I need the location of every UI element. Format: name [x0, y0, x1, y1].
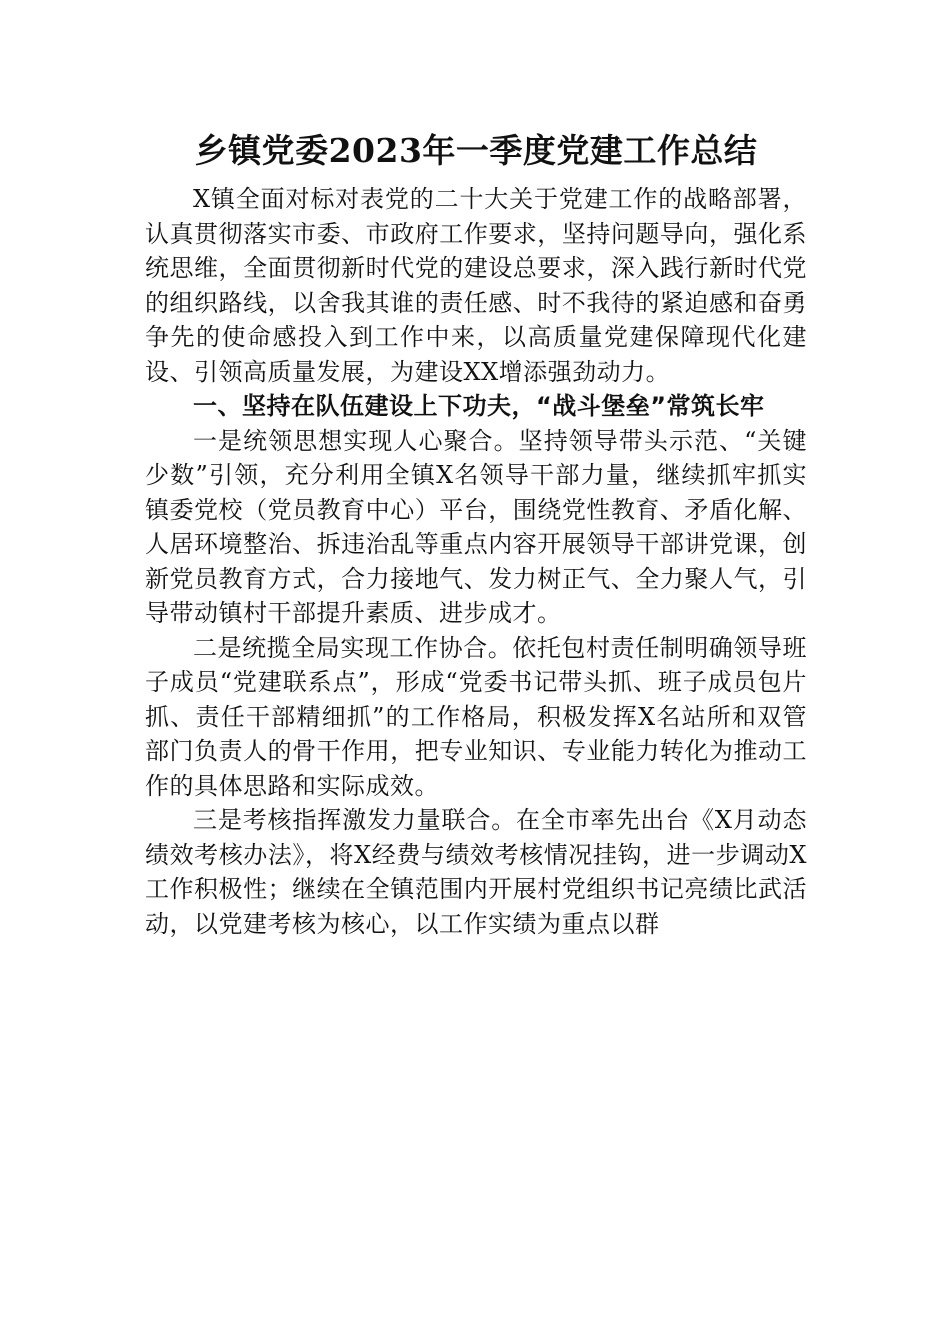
section-heading-1: 一、坚持在队伍建设上下功夫，“战斗堡垒”常筑长牢 — [193, 392, 765, 420]
paragraph-1: 一是统领思想实现人心聚合。坚持领导带头示范、“关键少数”引领，充分利用全镇X名领导干部力量，继续抓牢抓实镇委党校（党员教育中心）平台，围绕党性教育、矛盾化解、人居环境整治、拆违治乱等重点内容开展领导干部讲党课，创新党员教育方式，合力接地气、发力树正气、全力聚人气，引导带动镇村干部提升素质、进步成才。 — [145, 426, 807, 627]
intro-paragraph: X镇全面对标对表党的二十大关于党建工作的战略部署，认真贯彻落实市委、市政府工作要求，坚持问题导向，强化系统思维，全面贯彻新时代党的建设总要求，深入践行新时代党的组织路线，以舍我其谁的责任感、时不我待的紧迫感和奋勇争先的使命感投入到工作中来，以高质量党建保障现代化建设、引领高质量发展，为建设XX增添强劲动力。 — [145, 185, 807, 386]
document-title: 乡镇党委2023年一季度党建工作总结 — [194, 131, 758, 170]
paragraph-2: 二是统揽全局实现工作协合。依托包村责任制明确领导班子成员“党建联系点”，形成“党委书记带头抓、班子成员包片抓、责任干部精细抓”的工作格局，积极发挥X名站所和双管部门负责人的骨干作用，把专业知识、专业能力转化为推动工作的具体思路和实际成效。 — [145, 633, 807, 800]
paragraph-3: 三是考核指挥激发力量联合。在全市率先出台《X月动态绩效考核办法》，将X经费与绩效考核情况挂钩，进一步调动X工作积极性；继续在全镇范围内开展村党组织书记亮绩比武活动，以党建考核为核心，以工作实绩为重点以群 — [145, 806, 807, 938]
document-body — [145, 128, 807, 941]
